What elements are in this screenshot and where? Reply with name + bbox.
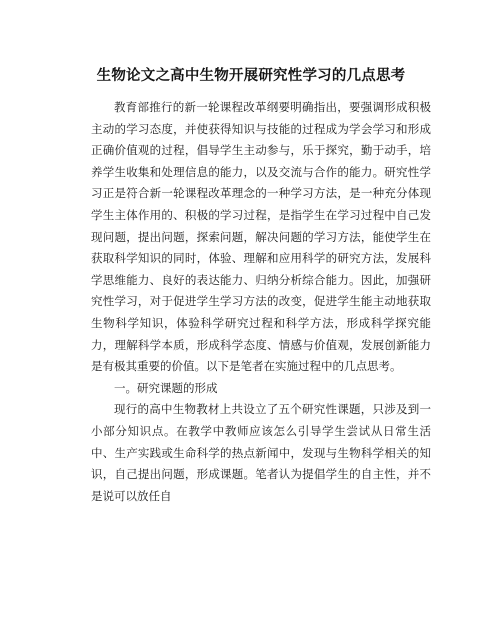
document-title: 生物论文之高中生物开展研究性学习的几点思考 [96, 68, 406, 84]
body-paragraph-topic-formation: 现行的高中生物教材上共设立了五个研究性课题，只涉及到一小部分知识点。在教学中教师应该怎么引导学生尝试从日常生活中、生产实践或生命科学的热点新闻中，发现与生物科学相关的知识，自己提出问题，形成课题。笔者认为提倡学生的自主性，并不是说可以放任自 [91, 402, 431, 503]
body-paragraph-intro: 教育部推行的新一轮课程改革纲要明确指出，要强调形成积极主动的学习态度，并使获得知识与技能的过程成为学会学习和形成正确价值观的过程，倡导学生主动参与，乐于探究，勤于动手，培养学生收集和处理信息的能力，以及交流与合作的能力。研究性学习正是符合新一轮课程改革理念的一种学习方法，是一种充分体现学生主体作用的、积极的学习过程，是指学生在学习过程中自己发现问题，提出问题，探索问题，解决问题的学习方法，能使学生在获取科学知识的同时，体验、理解和应用科学的研究方法，发展科学思维能力、良好的表达能力、归纳分析综合能力。因此，加强研究性学习，对于促进学生学习方法的改变，促进学生能主动地获取生物科学知识，体验科学研究过程和科学方法，形成科学探究能力，理解科学本质，形成科学态度、情感与价值观，发展创新能力是有极其重要的价值。以下是笔者在实施过程中的几点思考。 [91, 100, 431, 374]
section-heading-topic-formation: 一。研究课题的形成 [114, 380, 218, 395]
document-body [91, 97, 431, 507]
